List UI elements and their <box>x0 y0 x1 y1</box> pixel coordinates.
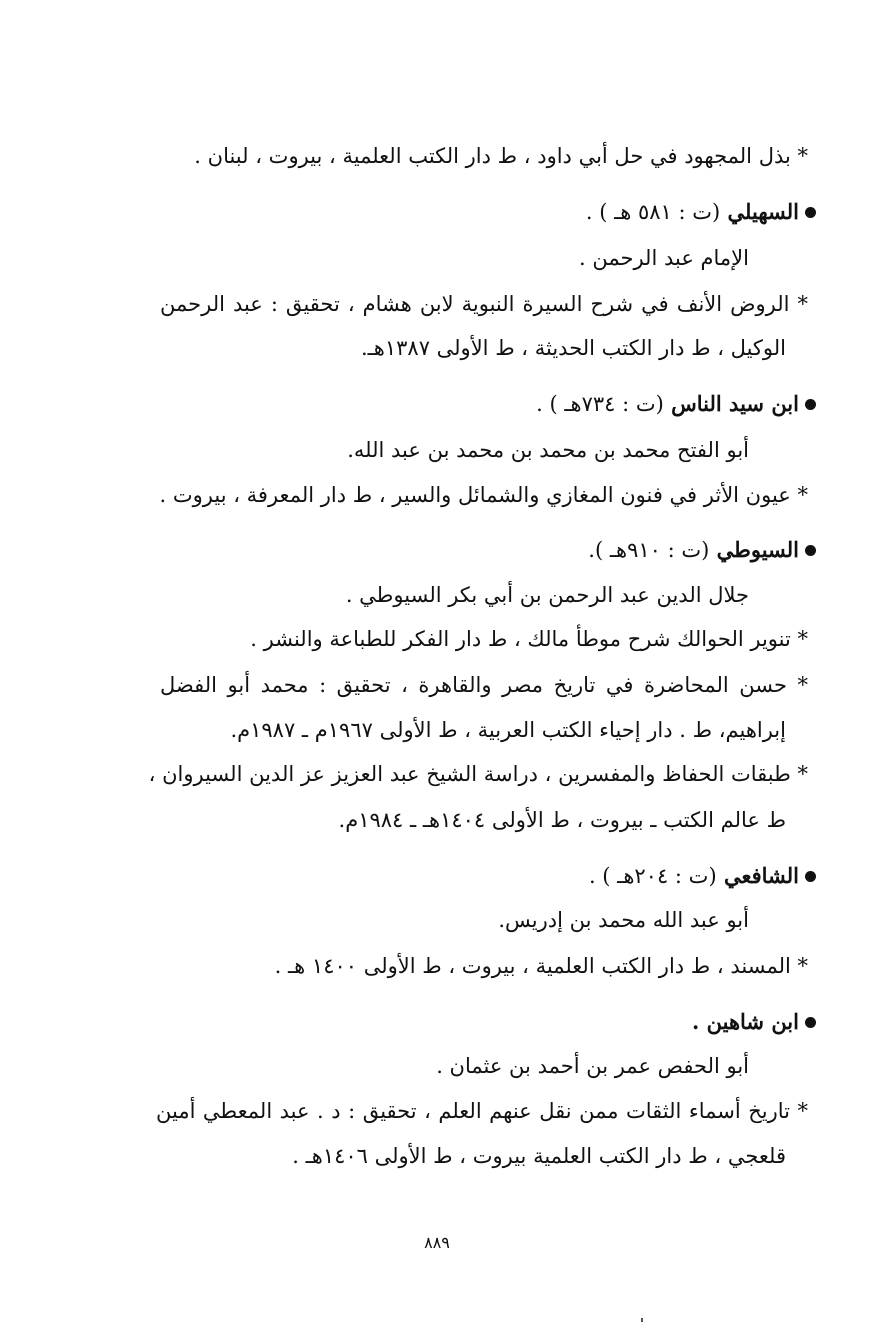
work-line: * حسن المحاضرة في تاريخ مصر والقاهرة ، تحقيق : محمد أبو الفضل <box>160 673 808 697</box>
bullet-icon <box>805 399 816 410</box>
work-line: * المسند ، ط دار الكتب العلمية ، بيروت ، ط الأولى ١٤٠٠ هـ . <box>274 954 808 978</box>
author-full-name: أبو الفتح محمد بن محمد بن محمد بن عبد الله. <box>347 438 749 462</box>
work-line: * تاريخ أسماء الثقات ممن نقل عنهم العلم ، تحقيق : د . عبد المعطي أمين <box>156 1099 808 1123</box>
death-date: (ت : ٧٣٤هـ ) . <box>536 392 664 416</box>
author-heading <box>536 389 816 419</box>
author-name: ابن شاهين . <box>692 1009 799 1034</box>
author-full-name: جلال الدين عبد الرحمن بن أبي بكر السيوطي . <box>345 583 749 607</box>
work-line: * الروض الأنف في شرح السيرة النبوية لابن هشام ، تحقيق : عبد الرحمن <box>160 292 808 316</box>
scan-speck <box>641 1318 643 1322</box>
bullet-icon <box>805 1017 816 1028</box>
work-line: ط عالم الكتب ـ بيروت ، ط الأولى ١٤٠٤هـ ـ ١٩٨٤م. <box>338 808 786 832</box>
bullet-icon <box>805 545 816 556</box>
work-line: * تنوير الحوالك شرح موطأ مالك ، ط دار الفكر للطباعة والنشر . <box>250 627 808 651</box>
author-heading <box>586 197 816 227</box>
death-date: (ت : ٩١٠هـ ). <box>588 538 710 562</box>
death-date: (ت : ٥٨١ هـ ) . <box>585 200 721 224</box>
work-line: إبراهيم، ط . دار إحياء الكتب العربية ، ط الأولى ١٩٦٧م ـ ١٩٨٧م. <box>230 718 786 742</box>
author-name: السيوطي <box>716 537 799 562</box>
author-name: السهيلي <box>727 199 799 224</box>
work-line: * عيون الأثر في فنون المغازي والشمائل والسير ، ط دار المعرفة ، بيروت . <box>159 483 808 507</box>
author-name: الشافعي <box>723 863 799 888</box>
death-date: (ت : ٢٠٤هـ ) . <box>588 864 717 888</box>
author-name: ابن سيد الناس <box>671 391 799 416</box>
page-number: ٨٨٩ <box>424 1233 450 1252</box>
author-full-name: أبو عبد الله محمد بن إدريس. <box>498 908 749 932</box>
work-line: * بذل المجهود في حل أبي داود ، ط دار الكتب العلمية ، بيروت ، لبنان . <box>194 144 808 168</box>
author-heading <box>692 1007 816 1037</box>
author-heading <box>588 535 816 565</box>
bullet-icon <box>805 871 816 882</box>
work-line: * طبقات الحفاظ والمفسرين ، دراسة الشيخ عبد العزيز عز الدين السيروان ، <box>148 762 808 786</box>
author-full-name: الإمام عبد الرحمن . <box>579 246 749 270</box>
author-full-name: أبو الحفص عمر بن أحمد بن عثمان . <box>436 1054 749 1078</box>
bullet-icon <box>805 207 816 218</box>
work-line: قلعجي ، ط دار الكتب العلمية بيروت ، ط الأولى ١٤٠٦هـ . <box>292 1144 786 1168</box>
author-heading <box>589 861 816 891</box>
work-line: الوكيل ، ط دار الكتب الحديثة ، ط الأولى ١٣٨٧هـ. <box>360 336 786 360</box>
